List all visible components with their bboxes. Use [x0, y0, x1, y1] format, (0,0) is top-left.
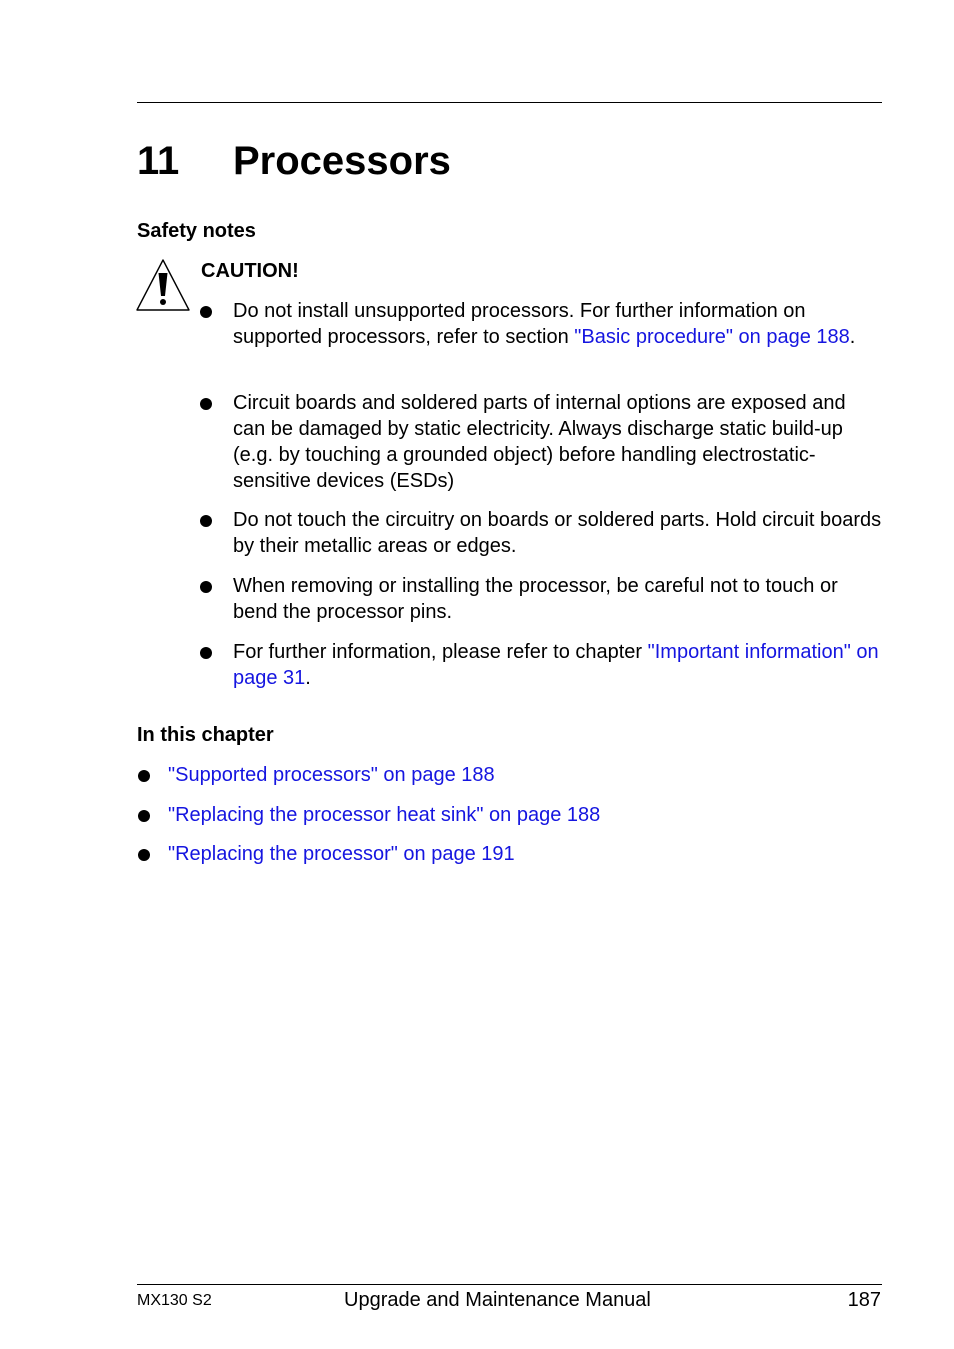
safety-notes-heading: Safety notes [137, 220, 256, 242]
caution-item-after: . [305, 667, 311, 689]
caution-triangle-icon [136, 259, 190, 311]
caution-item-after: . [849, 326, 856, 348]
bullet-dot-icon [200, 515, 212, 527]
chapter-link-label: "Supported processors" on page 188 [168, 764, 495, 786]
footer-manual-title: Upgrade and Maintenance Manual [344, 1289, 651, 1311]
chapter-link-supported-processors[interactable] [168, 762, 495, 788]
bullet-dot-icon [138, 849, 150, 861]
chapter-title [137, 138, 451, 184]
caution-item [233, 507, 883, 559]
header-rule [137, 102, 882, 103]
bullet-dot-icon [138, 810, 150, 822]
chapter-number: 11 [137, 139, 180, 183]
caution-item [233, 639, 883, 691]
bullet-dot-icon [200, 398, 212, 410]
caution-item-text: When removing or installing the processor, be careful not to touch or bend the processor pins. [233, 575, 838, 623]
caution-label: CAUTION! [201, 260, 299, 282]
footer-model: MX130 S2 [137, 1292, 212, 1309]
bullet-dot-icon [200, 581, 212, 593]
bullet-dot-icon [138, 770, 150, 782]
in-this-chapter-heading: In this chapter [137, 724, 274, 746]
chapter-link-label: "Replacing the processor" on page 191 [168, 843, 515, 865]
chapter-name: Processors [233, 139, 451, 183]
caution-item-text: Circuit boards and soldered parts of internal options are exposed and can be damaged by static electricity. Always discharge static build-up (e.g. by touching a grounded object) before handling electrostatic-sensitive devices (ESDs) [233, 392, 846, 492]
bullet-dot-icon [200, 647, 212, 659]
footer-page-number: 187 [847, 1289, 881, 1311]
caution-item-text: Do not install unsupported processors. For further information on supported processors, refer to section [233, 300, 806, 348]
caution-item-text: For further information, please refer to chapter [233, 641, 648, 663]
caution-item [233, 390, 883, 494]
caution-item [233, 298, 883, 350]
important-information-link[interactable]: "Important information" on page 31 [233, 641, 879, 689]
bullet-dot-icon [200, 306, 212, 318]
footer-rule [137, 1284, 882, 1285]
basic-procedure-link[interactable]: "Basic procedure" on page 188 [574, 326, 850, 348]
chapter-link-replacing-processor[interactable] [168, 841, 515, 867]
caution-item-text: Do not touch the circuitry on boards or soldered parts. Hold circuit boards by their metallic areas or edges. [233, 509, 882, 557]
chapter-link-replacing-heat-sink[interactable] [168, 802, 600, 828]
chapter-link-label: "Replacing the processor heat sink" on page 188 [168, 804, 601, 826]
caution-item [233, 573, 883, 625]
